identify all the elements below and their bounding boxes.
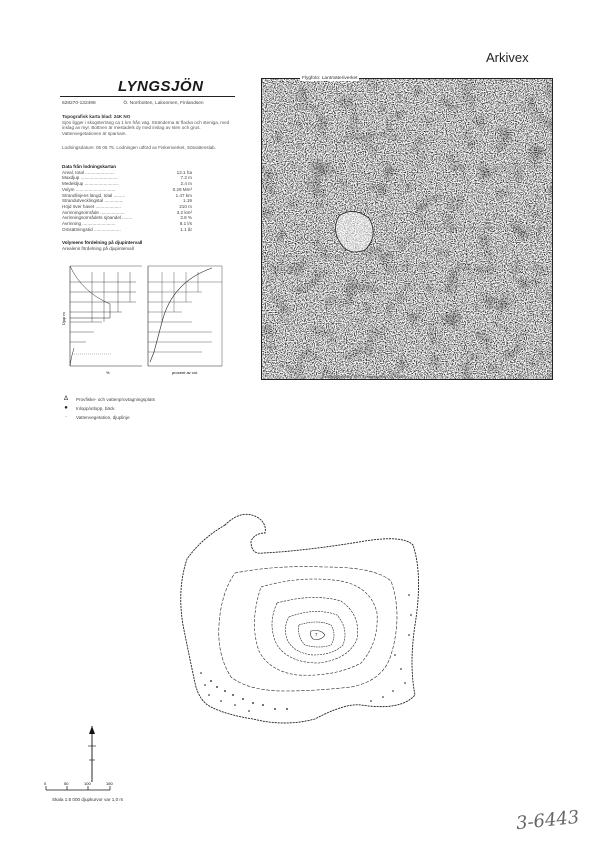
stats-label: Maxdjup .............................: [62, 175, 118, 181]
scale-tick: 0: [44, 781, 47, 786]
description-text: Sjön ligger i skogsterräng ca 1 km från väg. Stränderna är flacka och steniga, med inslag av myr. Bottnen är mestadels dy med inslag av sten och grus. Vattenvegetationen är sparsam.: [62, 119, 230, 136]
legend-label: Provfiske- och vattenprovtagningsplats: [76, 396, 155, 402]
legend-label: Inlopp/utlopp, bäck: [76, 405, 115, 411]
hypsographic-graphs: [62, 262, 237, 385]
volume-caption: [62, 240, 142, 251]
survey-paragraph: [62, 145, 232, 151]
stats-label: Höjd över havet ....................: [62, 203, 121, 209]
stats-label: Strandutvecklingstal ...............: [62, 198, 124, 204]
lake-id-line: [62, 101, 242, 106]
stats-value: 7.2 m: [180, 175, 192, 181]
lake-location: Ö. Norrbotten, Lakonmen, Finlandsen: [123, 101, 204, 106]
stats-label: Strandlinjens längd, total .........: [62, 192, 126, 198]
stats-row: [62, 227, 192, 233]
stats-value: 3.2 km²: [176, 209, 192, 215]
stats-label: Avrinningsområdets sjöandel ........: [62, 215, 133, 221]
photo-caption: Flygfoto: Lantmäteriverket: [302, 76, 358, 81]
stats-label: Avrinning ..........................: [62, 221, 116, 227]
point-icon: ·: [65, 414, 67, 420]
stats-value: 12.1 ha: [176, 169, 192, 175]
depth-contour-6: [310, 631, 325, 640]
depth-contour-1: [219, 567, 397, 691]
vegetation-dots: [200, 594, 412, 712]
stats-value: 1.1 år: [180, 226, 192, 232]
aerial-photo: [261, 78, 553, 380]
left-graph-x-label: %: [106, 370, 110, 375]
stats-value: 3.8 %: [180, 215, 192, 221]
triangle-icon: Δ: [63, 396, 68, 402]
graphs-svg: [62, 262, 237, 380]
left-graph: [70, 266, 142, 366]
volume-caption-line1: Volymens fördelning på djupintervall: [62, 240, 143, 245]
stats-value: 1.47 km: [175, 192, 192, 198]
survey-text: Lodningsdatum: 05 05 75. Lodningen utförd av Fiskeriverket, Sötvattenslab.: [62, 145, 216, 150]
legend-item: [62, 396, 155, 402]
handwritten-number: 3-6443: [515, 806, 581, 835]
stats-value: 0.29 Mm³: [172, 186, 192, 192]
lake-stats: [62, 164, 192, 232]
stats-label: Omsättningstid .....................: [62, 226, 121, 232]
stats-label: Volym ...............................: [62, 186, 116, 192]
scale-tick: 150: [106, 781, 113, 786]
photo-credit: © Lantmäteriverket 1997, Medgivande 507-97-4108: [322, 375, 405, 379]
stats-header: Data från lodningskartan: [62, 164, 117, 169]
scale-tick: 50: [64, 781, 69, 786]
scale-tick: 100: [84, 781, 91, 786]
legend-item: [62, 414, 130, 420]
stats-value: 2.4 m: [180, 181, 192, 187]
shoreline: [181, 514, 419, 723]
description-paragraph: [62, 114, 232, 136]
volume-caption-line2: Arealens fördelning på djupintervall: [62, 245, 134, 251]
scale-label: Skala 1:5 000 djupkurvor var 1,0 m: [52, 797, 124, 802]
lake-title: LYNGSJÖN: [118, 78, 204, 95]
right-graph: [148, 266, 222, 366]
depth-map-svg: [165, 505, 430, 730]
stats-value: 210 m: [179, 203, 192, 209]
stats-value: 8.1 l/s: [179, 221, 192, 227]
graph-y-label: Djup m: [61, 312, 66, 325]
title-divider: [60, 96, 235, 97]
legend-item: [62, 405, 115, 411]
stats-value: 1.19: [183, 198, 192, 204]
stats-label: Medeldjup ...........................: [62, 181, 119, 187]
legend-label: Vattenvegetation, djuplinje: [76, 414, 130, 420]
depth-contour-2: [254, 579, 377, 675]
stats-label: Areal, total .......................: [62, 169, 115, 175]
right-graph-x-label: procent av vol.: [172, 370, 199, 375]
archive-stamp: Arkivex: [486, 50, 529, 65]
description-head: Topografisk karta blad: 24K NO: [62, 114, 131, 119]
stats-label: Avrinningsområde ...................: [62, 209, 125, 215]
svg-text:7: 7: [315, 632, 318, 637]
aerial-photo-svg: [261, 78, 553, 380]
dot-icon: ●: [64, 405, 68, 411]
depth-map: [165, 505, 430, 735]
lake-code: 628270-132498: [62, 101, 96, 106]
